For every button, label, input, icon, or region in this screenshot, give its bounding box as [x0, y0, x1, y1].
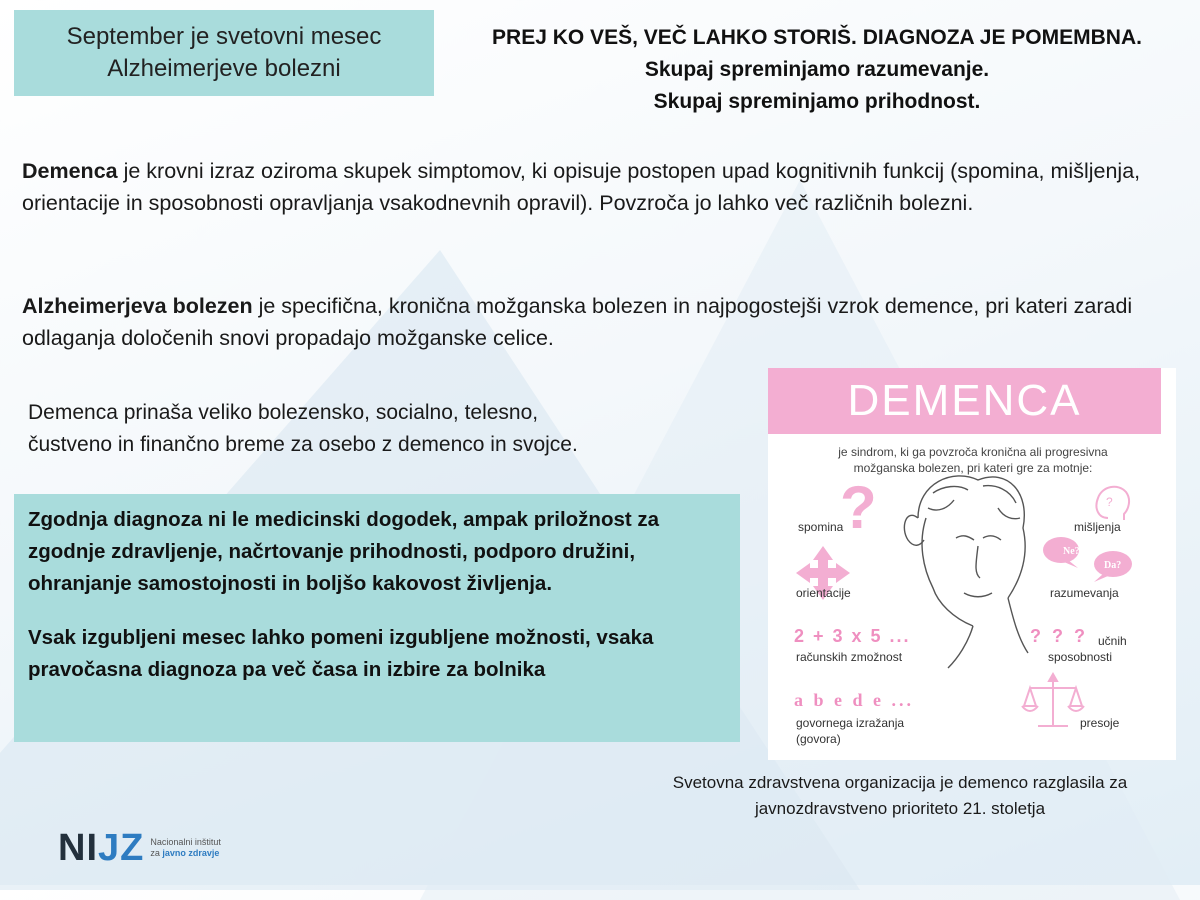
svg-text:?: ?	[840, 474, 877, 541]
label-learning-abilities: sposobnosti	[1048, 650, 1113, 664]
label-learning: učnih	[1098, 634, 1127, 648]
head-profile-icon	[1096, 487, 1129, 520]
label-thinking: mišljenja	[1074, 520, 1121, 534]
caption-line: Svetovna zdravstvena organizacija je demenco razglasila za	[672, 773, 1128, 792]
question-marks: ? ? ?	[1030, 626, 1088, 646]
logo-text: Nacionalni inštitut za javno zdravje	[150, 837, 221, 858]
burden-line: Demenca prinaša veliko bolezensko, socialno, telesno,	[28, 401, 539, 424]
svg-text:?: ?	[1106, 495, 1113, 509]
caption-line: javnozdravstveno prioriteto 21. stoletja	[754, 799, 1046, 818]
math-expression: 2 + 3 x 5 ...	[794, 626, 911, 646]
label-speech-paren: (govora)	[796, 732, 841, 746]
label-speech: govornega izražanja	[796, 716, 905, 730]
subtitle-line: možganska bolezen, pri kateri gre za motnje:	[853, 461, 1093, 475]
scales-icon	[1022, 674, 1084, 726]
headline	[452, 22, 1182, 118]
letters-sequence: a b e d e ...	[794, 690, 914, 710]
lost-month-text: Vsak izgubljeni mesec lahko pomeni izgubljene možnosti, vsaka pravočasna diagnoza pa več časa in izbire za bolnika	[28, 626, 654, 681]
label-orientation: orientacije	[796, 586, 851, 600]
burden-text	[28, 397, 728, 461]
nijz-logo	[58, 826, 221, 870]
headline-line: Skupaj spreminjamo prihodnost.	[653, 90, 981, 113]
label-judgment: presoje	[1080, 716, 1120, 730]
elderly-woman-portrait-icon	[904, 476, 1028, 668]
headline-line: Skupaj spreminjamo razumevanje.	[644, 58, 990, 81]
title-box	[14, 10, 434, 96]
label-calculation: računskih zmožnost	[796, 650, 903, 664]
title-line: September je svetovni mesec	[66, 23, 382, 50]
question-mark-icon	[840, 474, 877, 541]
dementia-definition	[22, 155, 1182, 219]
bubble-yes-label: Da?	[1104, 560, 1122, 571]
label-memory: spomina	[798, 520, 844, 534]
early-diagnosis-box	[14, 494, 740, 742]
title-line: Alzheimerjeve bolezni	[107, 55, 341, 82]
term-bold: Demenca	[22, 159, 118, 183]
subtitle-line: je sindrom, ki ga povzroča kronična ali progresivna	[838, 445, 1108, 459]
alzheimer-definition	[22, 290, 1182, 354]
dementia-infographic	[768, 368, 1176, 760]
who-caption	[610, 770, 1190, 822]
burden-line: čustveno in finančno breme za osebo z demenco in svojce.	[28, 433, 578, 456]
headline-line: PREJ KO VEŠ, VEČ LAHKO STORIŠ. DIAGNOZA JE POMEMBNA.	[492, 26, 1142, 49]
label-understanding: razumevanja	[1050, 586, 1119, 600]
definition-text: je krovni izraz oziroma skupek simptomov, ki opisuje postopen upad kognitivnih funkcij (spomina, mišljenja, orientacije in sposobnosti opravljanja vsakodnevnih opravil). Povzroča jo lahko več različnih bolezni.	[22, 159, 1141, 215]
definition-text: je specifična, kronična možganska bolezen in najpogostejši vzrok demence, pri kateri zaradi odlaganja določenih snovi propadajo možganske celice.	[22, 294, 1133, 350]
term-bold: Alzheimerjeva bolezen	[22, 294, 253, 318]
bubble-no-label: Ne?	[1063, 546, 1080, 557]
logo-mark: NIJZ	[58, 826, 145, 869]
infographic-title: DEMENCA	[768, 368, 1161, 434]
early-diagnosis-text: Zgodnja diagnoza ni le medicinski dogodek, ampak priložnost za zgodnje zdravljenje, načrtovanje prihodnosti, podporo družini, ohranjanje samostojnosti in boljšo kakovost življenja.	[28, 508, 660, 595]
